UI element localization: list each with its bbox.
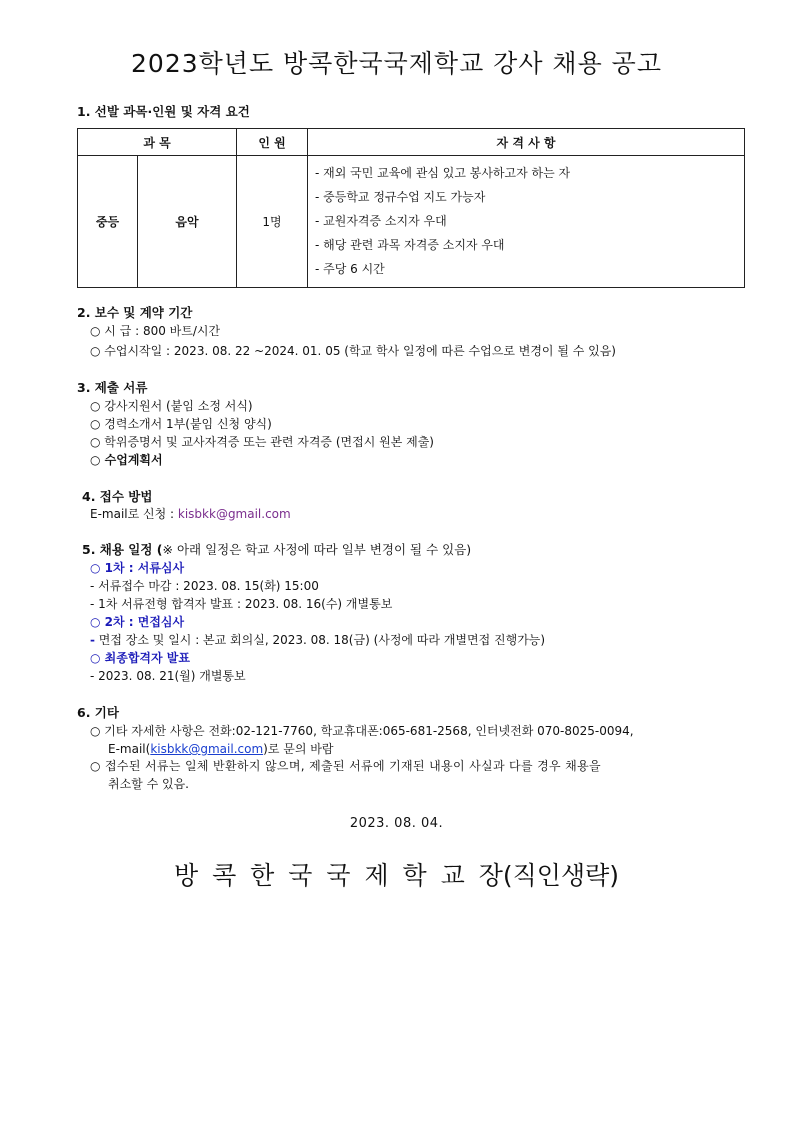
announcement-date: 2023. 08. 04. [349, 816, 444, 831]
table-row [78, 156, 745, 288]
qualification-item: - 교원자격증 소지자 우대 [315, 214, 447, 228]
qualification-item: - 중등학교 정규수업 지도 가능자 [315, 190, 486, 204]
header-qualifications: 자 격 사 항 [308, 129, 745, 156]
header-subject: 과 목 [78, 129, 237, 156]
cell-subject: 음악 [138, 156, 237, 288]
notice-line-cont: 취소할 수 있음. [108, 777, 189, 791]
table-header-row [78, 129, 745, 156]
qualification-item: - 해당 관련 과목 자격증 소지자 우대 [315, 238, 505, 252]
header-count: 인 원 [237, 129, 308, 156]
section-2-heading: 2. 보수 및 계약 기간 [77, 305, 193, 320]
principal-signature: 방 콕 한 국 국 제 학 교 장(직인생략) [173, 861, 620, 890]
section-5-title: 5. 채용 일정 ( [82, 542, 163, 557]
application-method [90, 505, 291, 522]
cell-qualifications [308, 156, 745, 288]
section-5-note: ※ 아래 일정은 학교 사정에 따라 일부 변경이 될 수 있음) [162, 542, 472, 557]
application-email[interactable]: kisbkk@gmail.com [177, 507, 291, 521]
section-3-heading: 3. 제출 서류 [77, 380, 148, 395]
contact-email-prefix: E-mail( [108, 742, 151, 756]
section-5-heading [82, 540, 471, 558]
step-2-label: ○ 2차 : 면접심사 [90, 615, 185, 629]
cell-count: 1명 [237, 156, 308, 288]
step-1-label: ○ 1차 : 서류심사 [90, 561, 185, 575]
step-2-detail [90, 631, 545, 648]
step-1-detail: - 서류접수 마감 : 2023. 08. 15(화) 15:00 [90, 579, 319, 593]
contact-line: ○ 기타 자세한 사항은 전화:02-121-7760, 학교휴대폰:065-681-2568, 인터넷전화 070-8025-0094, [90, 724, 634, 738]
step-2-dash: - [90, 633, 95, 647]
period-line: ○ 수업시작일 : 2023. 08. 22 ~2024. 01. 05 (학교 학사 일정에 따른 수업으로 변경이 될 수 있음) [90, 344, 616, 358]
notice-line: ○ 접수된 서류는 일체 반환하지 않으며, 제출된 서류에 기재된 내용이 사실과 다를 경우 채용을 [90, 759, 601, 773]
contact-email-suffix: )로 문의 바람 [263, 742, 334, 756]
page-title: 2023학년도 방콕한국국제학교 강사 채용 공고 [131, 49, 662, 78]
step-3-label: ○ 최종합격자 발표 [90, 651, 190, 665]
contact-email-link[interactable]: kisbkk@gmail.com [150, 742, 264, 756]
document-item: ○ 강사지원서 (붙임 소정 서식) [90, 399, 253, 413]
section-6-heading: 6. 기타 [77, 705, 119, 720]
contact-email-line [108, 740, 333, 757]
step-3-detail: - 2023. 08. 21(월) 개별통보 [90, 669, 246, 683]
qualification-item: - 주당 6 시간 [315, 262, 385, 276]
section-1-heading: 1. 선발 과목·인원 및 자격 요건 [77, 104, 250, 119]
qualification-item: - 재외 국민 교육에 관심 있고 봉사하고자 하는 자 [315, 166, 571, 180]
cell-level: 중등 [78, 156, 138, 288]
step-1-detail: - 1차 서류전형 합격자 발표 : 2023. 08. 16(수) 개별통보 [90, 597, 393, 611]
step-2-text: 면접 장소 및 일시 : 본교 회의실, 2023. 08. 18(금) (사정에 따라 개별면접 진행가능) [94, 633, 546, 647]
requirements-table [77, 128, 745, 288]
document-item: ○ 학위증명서 및 교사자격증 또는 관련 자격증 (면접시 원본 제출) [90, 435, 434, 449]
pay-line: ○ 시 급 : 800 바트/시간 [90, 324, 221, 338]
document-item: ○ 경력소개서 1부(붙임 신청 양식) [90, 417, 272, 431]
section-4-heading: 4. 접수 방법 [82, 489, 153, 504]
document-item-lesson-plan: ○ 수업계획서 [90, 453, 163, 467]
application-prefix: E-mail로 신청 : [90, 507, 178, 521]
